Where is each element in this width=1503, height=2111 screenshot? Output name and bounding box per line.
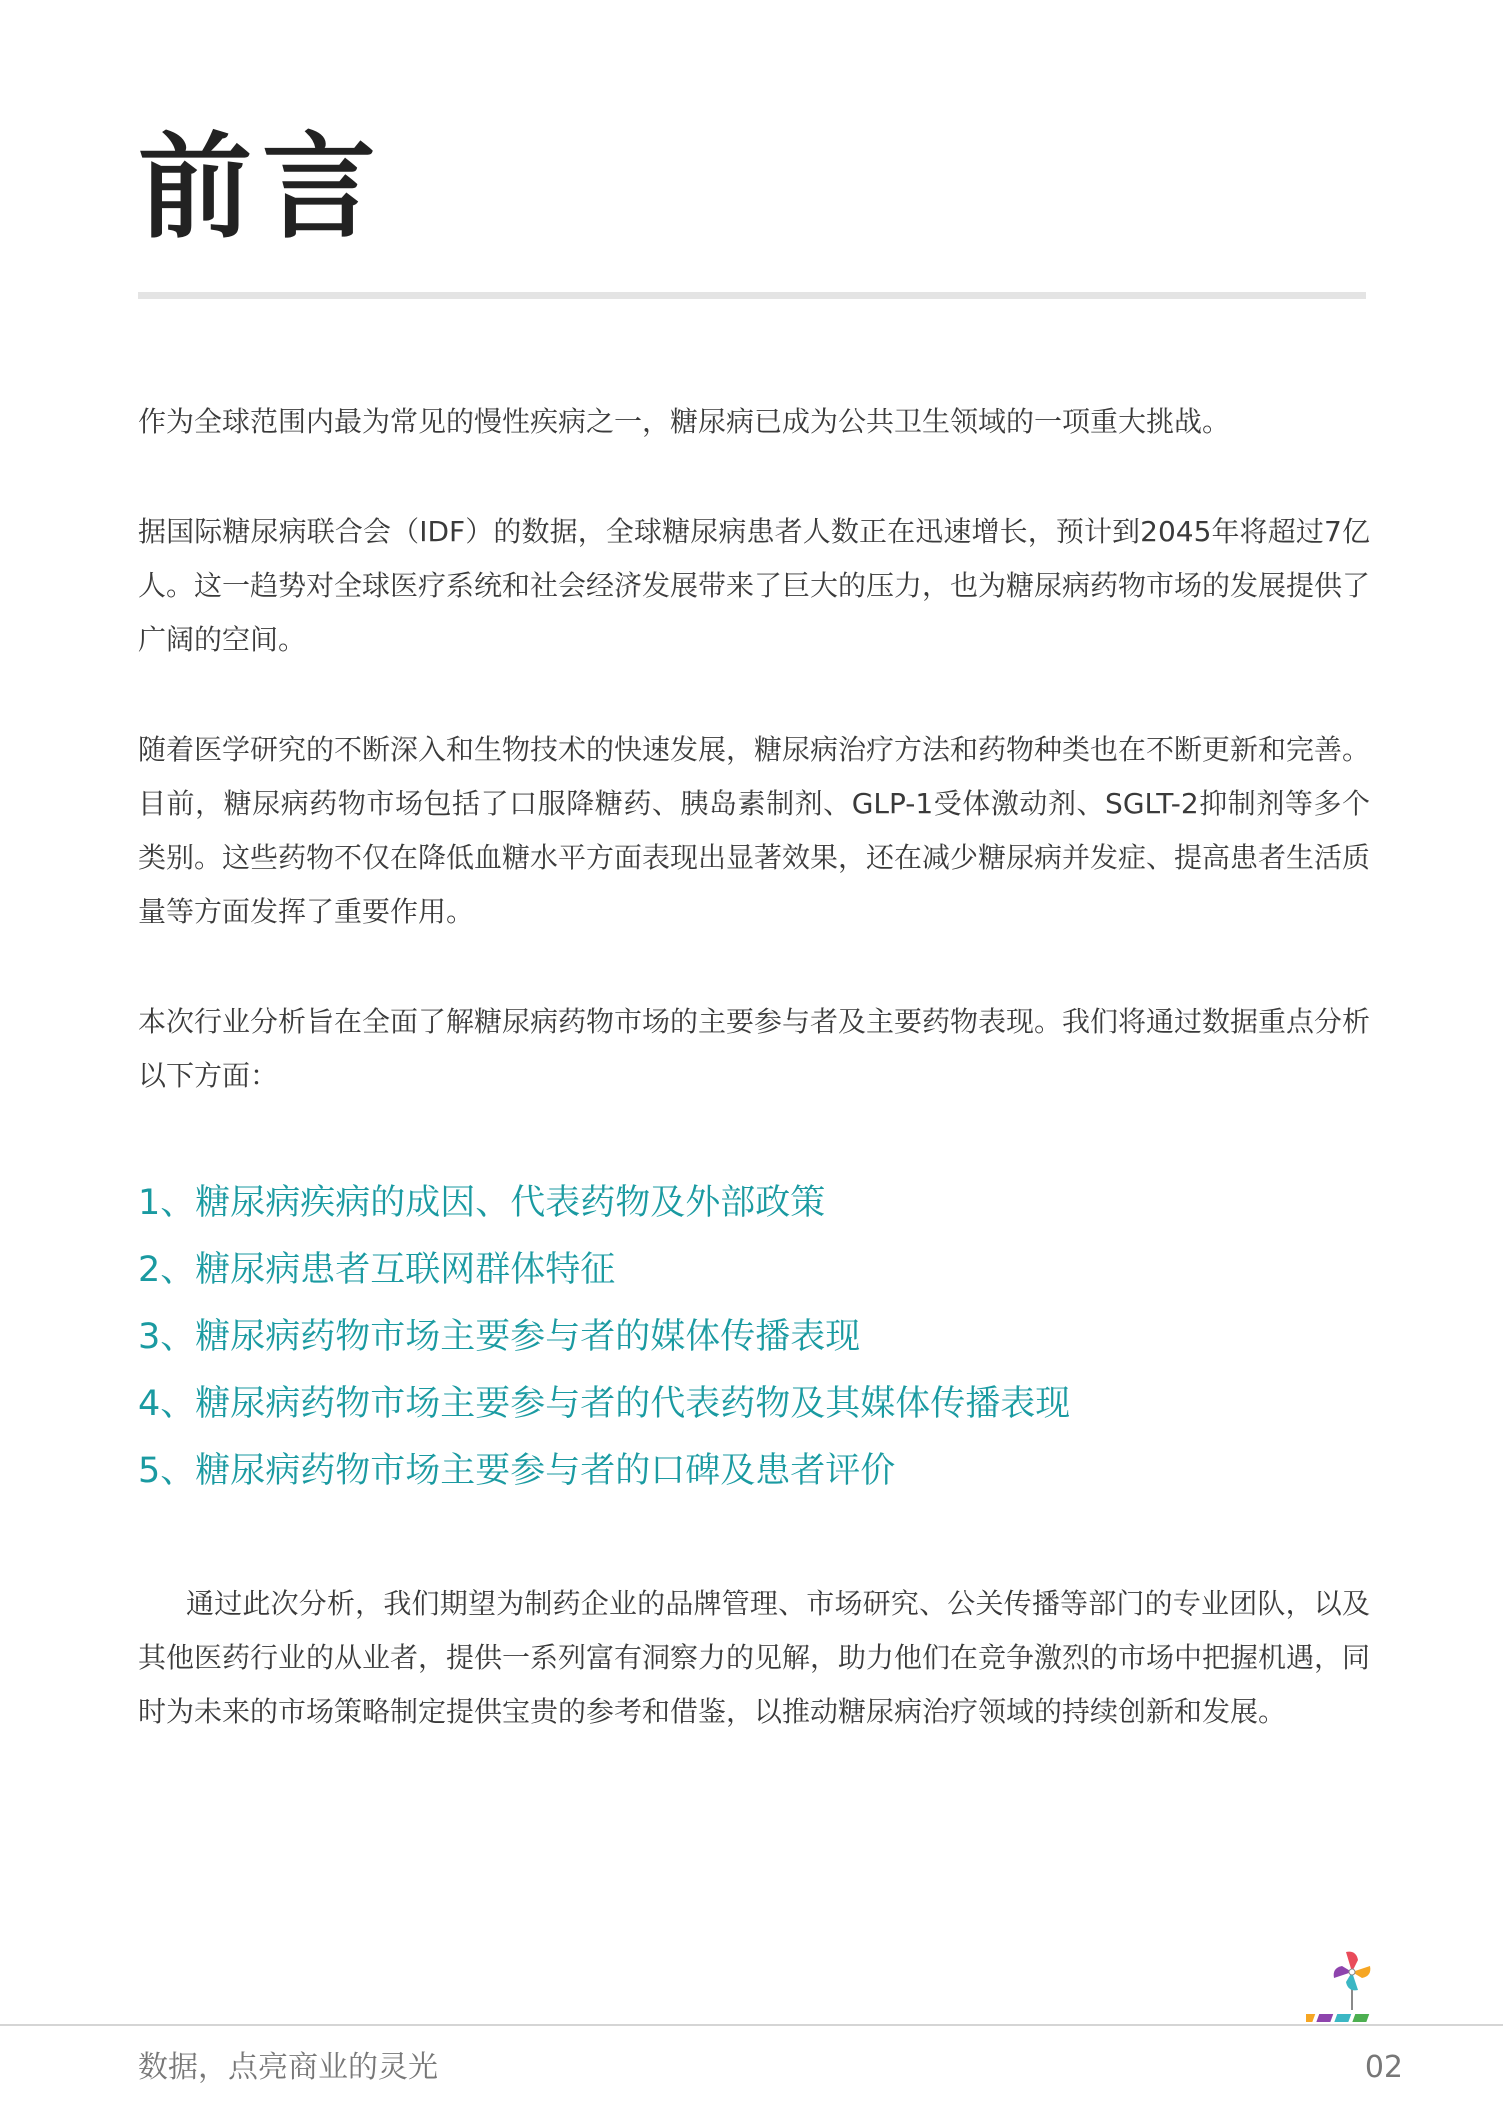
focus-list bbox=[138, 1170, 1370, 1505]
focus-item: 1、糖尿病疾病的成因、代表药物及外部政策 bbox=[138, 1183, 826, 1223]
paragraph-idf-data: 据国际糖尿病联合会（IDF）的数据，全球糖尿病患者人数正在迅速增长，预计到2045年将超过7亿人。这一趋势对全球医疗系统和社会经济发展带来了巨大的压力，也为糖尿病药物市场的发展提供了广阔的空间。 bbox=[138, 515, 1371, 656]
focus-item: 4、糖尿病药物市场主要参与者的代表药物及其媒体传播表现 bbox=[138, 1384, 1071, 1424]
paragraph-closing: 通过此次分析，我们期望为制药企业的品牌管理、市场研究、公关传播等部门的专业团队，以及其他医药行业的从业者，提供一系列富有洞察力的见解，助力他们在竞争激烈的市场中把握机遇，同时为未来的市场策略制定提供宝贵的参考和借鉴，以推动糖尿病治疗领域的持续创新和发展。 bbox=[138, 1587, 1371, 1728]
paragraph-market-categories: 随着医学研究的不断深入和生物技术的快速发展，糖尿病治疗方法和药物种类也在不断更新和完善。目前，糖尿病药物市场包括了口服降糖药、胰岛素制剂、GLP-1受体激动剂、SGLT-2抑制剂等多个类别。这些药物不仅在降低血糖水平方面表现出显著效果，还在减少糖尿病并发症、提高患者生活质量等方面发挥了重要作用。 bbox=[138, 733, 1371, 928]
focus-item: 5、糖尿病药物市场主要参与者的口碑及患者评价 bbox=[138, 1451, 896, 1491]
page-title: 前言 bbox=[138, 121, 387, 254]
page-number: 02 bbox=[1364, 2050, 1403, 2085]
intro-section bbox=[138, 395, 1370, 1103]
paragraph-analysis-aim: 本次行业分析旨在全面了解糖尿病药物市场的主要参与者及主要药物表现。我们将通过数据重点分析以下方面： bbox=[138, 1005, 1371, 1092]
footer-slogan: 数据，点亮商业的灵光 bbox=[138, 2050, 438, 2085]
footer-divider bbox=[0, 2024, 1503, 2026]
title-divider bbox=[138, 292, 1366, 299]
focus-item: 3、糖尿病药物市场主要参与者的媒体传播表现 bbox=[138, 1317, 861, 1357]
focus-item: 2、糖尿病患者互联网群体特征 bbox=[138, 1250, 616, 1290]
pinwheel-logo-icon bbox=[1306, 1946, 1394, 2024]
paragraph-intro: 作为全球范围内最为常见的慢性疾病之一，糖尿病已成为公共卫生领域的一项重大挑战。 bbox=[138, 405, 1231, 438]
